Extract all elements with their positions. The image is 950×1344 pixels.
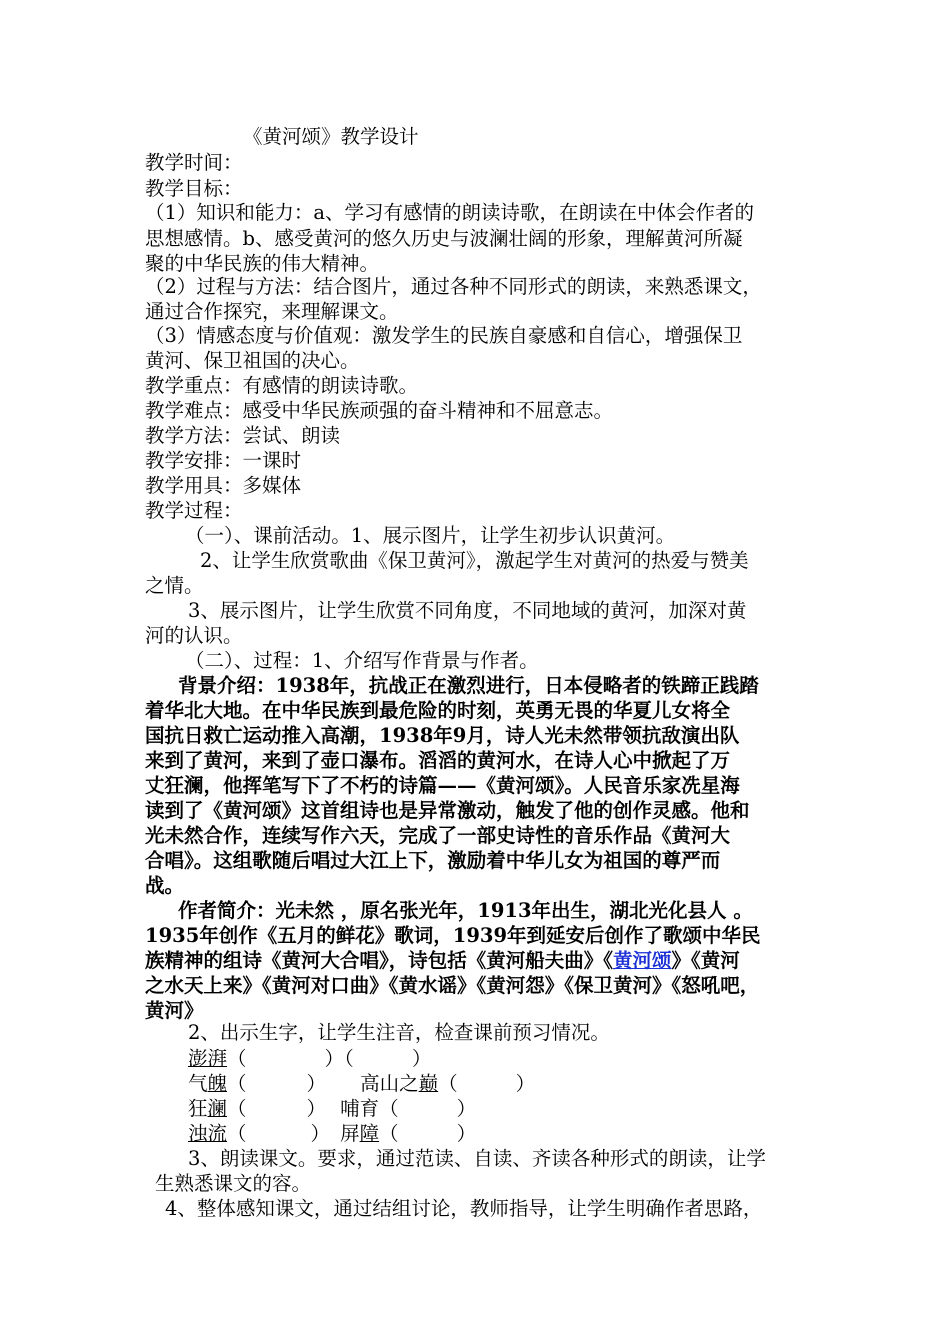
paren: （ — [227, 1097, 247, 1120]
text-line: 思想感情。b、感受黄河的悠久历史与波澜壮阔的形象，理解黄河所凝 — [145, 227, 743, 250]
paren: （ — [344, 1047, 354, 1070]
text-line: 教学方法：尝试、朗读 — [145, 424, 341, 447]
vocab-char: 障 — [359, 1122, 380, 1145]
vocab-row — [188, 1121, 476, 1147]
vocab-char: 澜 — [207, 1097, 228, 1120]
page-title: 《黄河颂》教学设计 — [243, 125, 419, 148]
paren: ） — [324, 1047, 345, 1070]
text-line: 聚的中华民族的伟大精神。 — [145, 252, 380, 275]
text-line: 生熟悉课文的容。 — [155, 1172, 312, 1195]
paren: （ — [379, 1097, 399, 1120]
background-text: 光未然合作，连续写作六天，完成了一部史诗性的音乐作品《黄河大 — [145, 824, 731, 847]
text-line: 教学目标： — [145, 177, 243, 200]
vocab-row — [188, 1046, 431, 1072]
text-line: 2、出示生字，让学生注音，检查课前预习情况。 — [188, 1021, 610, 1044]
vocab-char: 巅 — [418, 1072, 439, 1095]
text-line: （3）情感态度与价值观：激发学生的民族自豪感和自信心，增强保卫 — [145, 324, 743, 347]
background-text: 合唱》。这组歌随后唱过大江上下，激励着中华儿女为祖国的尊严而 — [145, 849, 721, 872]
text-line: 2、让学生欣赏歌曲《保卫黄河》，激起学生对黄河的热爱与赞美 — [200, 549, 749, 572]
paren: （ — [438, 1072, 458, 1095]
text-line: 河的认识。 — [145, 624, 243, 647]
author-text: 1935年创作《五月的鲜花》歌词，1939年到延安后创作了歌颂中华民 — [145, 924, 761, 947]
paren: ） — [306, 1072, 327, 1095]
text-line: 通过合作探究，来理解课文。 — [145, 300, 399, 323]
vocab-char: 魄 — [207, 1072, 228, 1095]
text-line: 之情。 — [145, 574, 204, 597]
poem-link[interactable]: 黄河颂 — [613, 949, 672, 972]
paren: ） — [306, 1097, 327, 1120]
background-text: 战。 — [145, 874, 185, 897]
paren: （ — [227, 1047, 247, 1070]
text-line: 4、整体感知课文，通过结组讨论，教师指导，让学生明确作者思路， — [165, 1197, 763, 1220]
background-text: 背景介绍：1938年，抗战正在激烈进行，日本侵略者的铁蹄正践踏 — [178, 674, 759, 697]
vocab-word: 哺育 — [340, 1097, 380, 1120]
text-line: 教学重点：有感情的朗读诗歌。 — [145, 374, 419, 397]
text-line: （二）、过程：1、介绍写作背景与作者。 — [185, 649, 539, 672]
vocab-row — [188, 1096, 476, 1122]
text-line: 教学时间： — [145, 151, 243, 174]
text-line: 3、展示图片，让学生欣赏不同角度，不同地域的黄河，加深对黄 — [188, 599, 747, 622]
text-line: （一）、课前活动。1、展示图片，让学生初步认识黄河。 — [185, 524, 676, 547]
vocab-word: 狂 — [188, 1097, 208, 1120]
text-line: 教学过程： — [145, 499, 243, 522]
author-text-line — [145, 948, 740, 974]
text-line: 教学难点：感受中华民族顽强的奋斗精神和不屈意志。 — [145, 399, 614, 422]
text-line: （2）过程与方法：结合图片，通过各种不同形式的朗读，来熟悉课文， — [145, 275, 762, 298]
author-text: 》《黄河 — [671, 949, 740, 972]
paren: （ — [379, 1122, 399, 1145]
background-text: 国抗日救亡运动推入高潮，1938年9月，诗人光未然带领抗敌演出队 — [145, 724, 740, 747]
author-text: 作者简介：光未然 ，原名张光年，1913年出生，湖北光化县人 。 — [178, 899, 753, 922]
author-text: 黄河》 — [145, 999, 204, 1022]
text-line: 3、朗读课文。要求，通过范读、自读、齐读各种形式的朗读，让学 — [188, 1147, 766, 1170]
vocab-row — [188, 1071, 535, 1097]
text-line: 黄河、保卫祖国的决心。 — [145, 349, 360, 372]
paren: ） — [411, 1047, 432, 1070]
background-text: 着华北大地。在中华民族到最危险的时刻，英勇无畏的华夏儿女将全 — [145, 699, 731, 722]
paren: ） — [310, 1122, 331, 1145]
paren: ） — [456, 1097, 477, 1120]
paren: （ — [227, 1122, 247, 1145]
vocab-word: 澎湃 — [188, 1047, 228, 1070]
background-text: 读到了《黄河颂》这首组诗也是异常激动，触发了他的创作灵感。他和 — [145, 799, 750, 822]
vocab-char: 流 — [207, 1122, 228, 1145]
vocab-word: 高山之 — [360, 1072, 419, 1095]
vocab-word: 屏 — [340, 1122, 360, 1145]
vocab-word: 气 — [188, 1072, 208, 1095]
background-text: 来到了黄河，来到了壶口瀑布。滔滔的黄河水，在诗人心中掀起了万 — [145, 749, 731, 772]
text-line: 教学安排：一课时 — [145, 449, 302, 472]
background-text: 丈狂澜，他挥笔写下了不朽的诗篇——《黄河颂》。人民音乐家冼星海 — [145, 774, 740, 797]
paren: （ — [227, 1072, 247, 1095]
author-text: 族精神的组诗《黄河大合唱》，诗包括《黄河船夫曲》《 — [145, 949, 614, 972]
text-line: 教学用具：多媒体 — [145, 474, 302, 497]
vocab-word: 浊 — [188, 1122, 208, 1145]
paren: ） — [456, 1122, 477, 1145]
paren: ） — [515, 1072, 536, 1095]
text-line: （1）知识和能力：a、学习有感情的朗读诗歌，在朗读在中体会作者的 — [145, 201, 755, 224]
author-text: 之水天上来》《黄河对口曲》《黄水谣》《黄河怨》《保卫黄河》《怒吼吧， — [145, 974, 760, 997]
